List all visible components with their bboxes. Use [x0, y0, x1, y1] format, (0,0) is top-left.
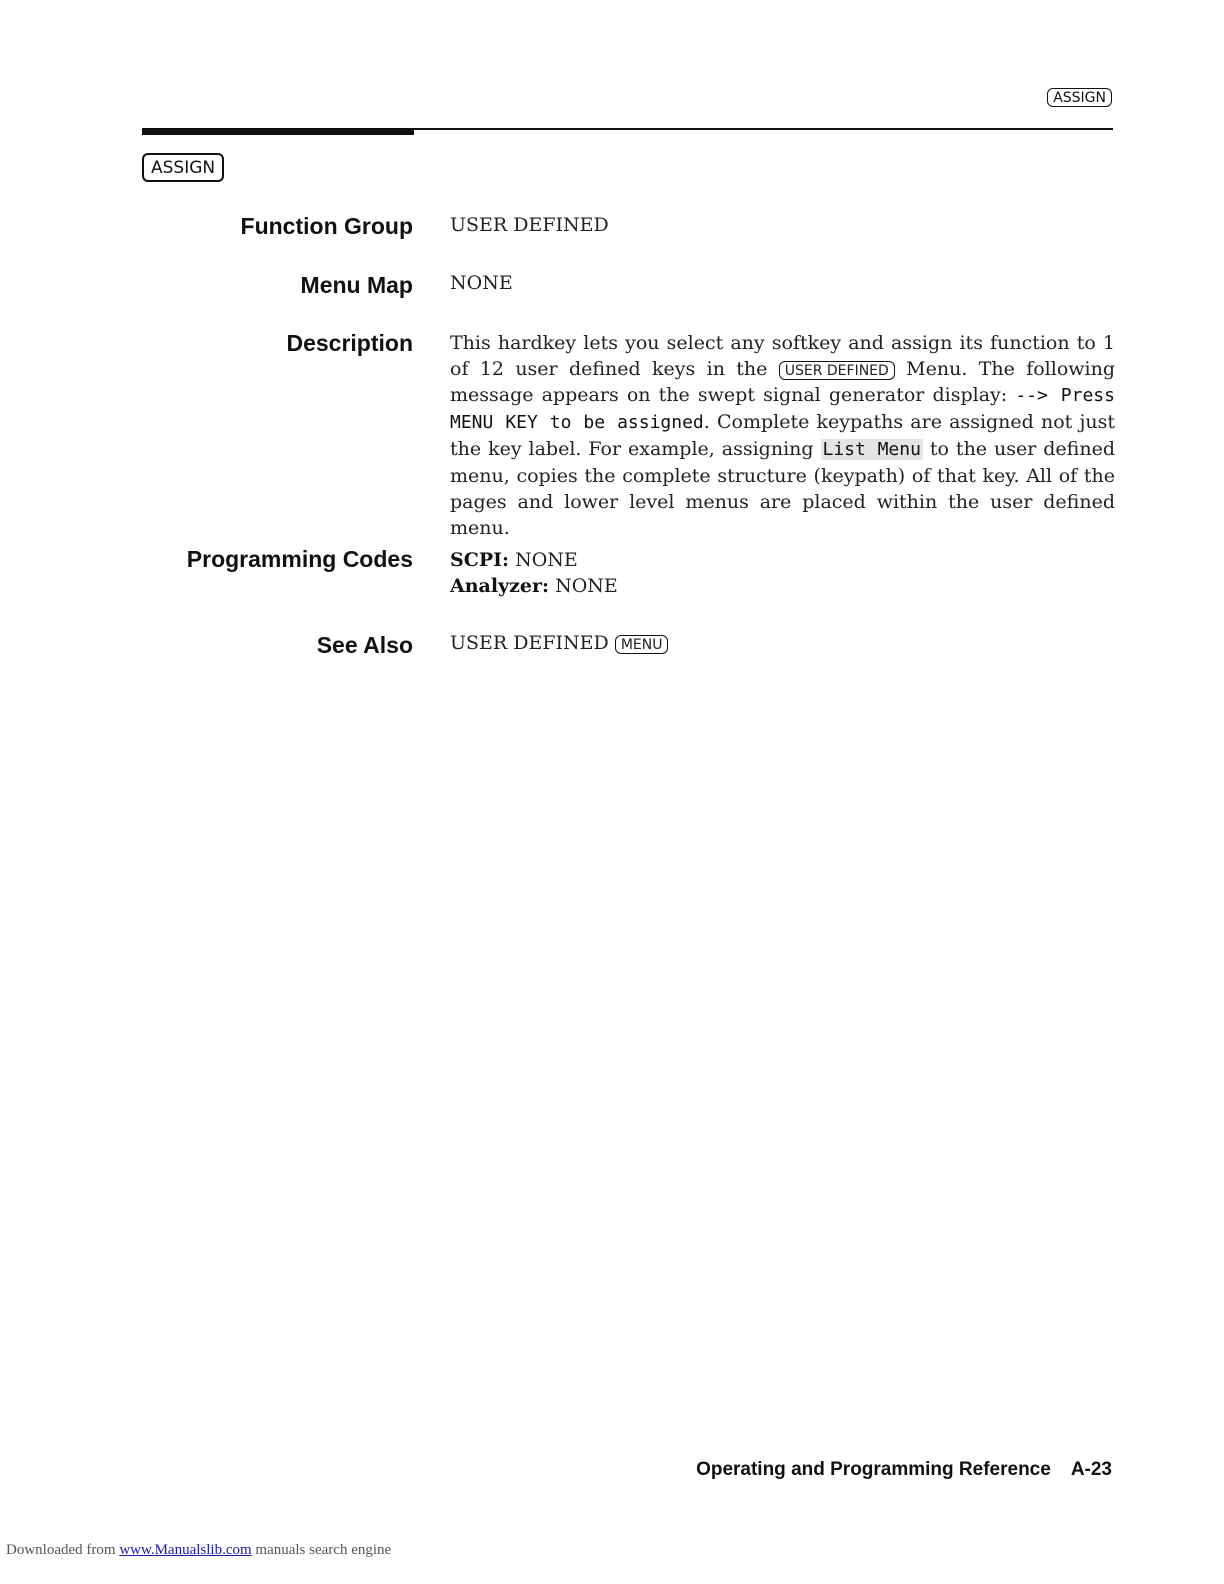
analyzer-line: [450, 573, 1115, 599]
footer-title: Operating and Programming Reference: [696, 1459, 1051, 1480]
description-text-3: . Complete keypaths are assigned not just the key label. For example, assigning: [450, 411, 1115, 460]
download-suffix: manuals search engine: [255, 1542, 392, 1558]
header-key: [1047, 87, 1112, 107]
download-notice: [6, 1542, 391, 1559]
description-text-4: to the user defined menu, copies the complete structure (keypath) of that key. All of the pages and lower level menus are placed within the user defined menu.: [450, 438, 1115, 539]
function-group-label: Function Group: [240, 213, 413, 239]
page-footer: [696, 1459, 1112, 1481]
scpi-line: [450, 547, 1115, 573]
description-text-2: Menu. The following message appears on the swept signal generator display:: [450, 358, 1116, 406]
analyzer-value: NONE: [555, 575, 618, 597]
header-rule-thick: [142, 128, 414, 135]
list-menu-softkey: List Menu: [822, 439, 921, 460]
title-key: [142, 153, 224, 182]
header-rule-thin: [414, 128, 1113, 130]
see-also-label: See Also: [316, 632, 413, 658]
title-key-label: ASSIGN: [142, 153, 224, 182]
scpi-value: NONE: [515, 549, 578, 571]
header-key-label: ASSIGN: [1047, 88, 1112, 107]
manualslib-link[interactable]: www.Manualslib.com: [119, 1542, 252, 1558]
programming-codes-label: Programming Codes: [186, 546, 413, 572]
programming-codes-value: [450, 547, 1115, 599]
menu-key: MENU: [615, 635, 669, 654]
description-label: Description: [286, 330, 413, 356]
display-message: --> Press MENU KEY to be assigned: [450, 385, 1115, 433]
menu-map-label: Menu Map: [300, 272, 413, 298]
function-group-value: USER DEFINED: [450, 214, 609, 236]
menu-map-value: NONE: [450, 272, 513, 294]
scpi-label: SCPI:: [450, 549, 510, 571]
see-also-value: [450, 632, 1115, 654]
user-defined-key: USER DEFINED: [779, 361, 895, 380]
download-prefix: Downloaded from: [6, 1542, 116, 1558]
description-text-1: This hardkey lets you select any softkey and assign its function to 1 of 12 user defined keys in the: [450, 332, 1115, 380]
see-also-text: USER DEFINED: [450, 632, 609, 654]
description-text: [450, 330, 1115, 541]
page-number: A-23: [1070, 1459, 1112, 1480]
analyzer-label: Analyzer:: [450, 575, 550, 597]
